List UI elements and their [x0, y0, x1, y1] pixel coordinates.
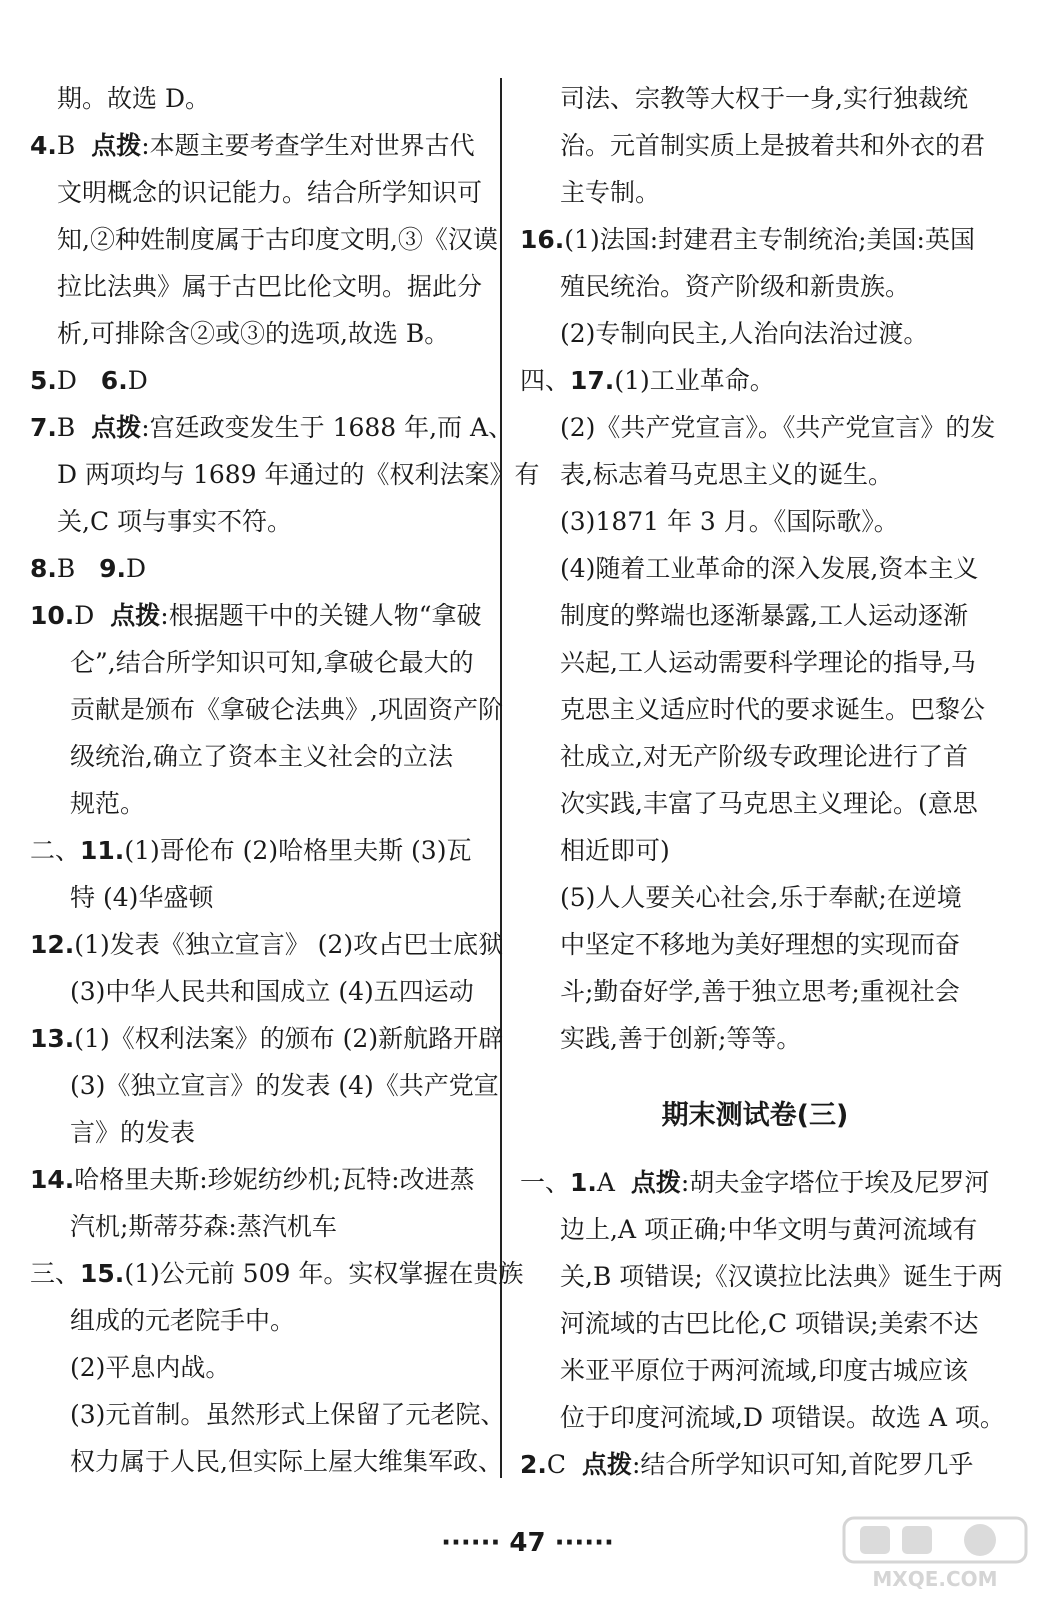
text-line: (1)《权利法案》的颁布 (2)新航路开辟 — [74, 1024, 504, 1053]
text-line: 特 (4)华盛顿 — [70, 883, 214, 912]
answer-letter: B — [56, 554, 76, 583]
text-line: 级统治,确立了资本主义社会的立法 — [70, 742, 453, 771]
text-line: 相近即可) — [560, 836, 670, 865]
text-line: (3)元首制。虽然形式上保留了元老院、 — [70, 1400, 506, 1429]
hint-keyword: 点拨 — [110, 601, 161, 630]
question-number: 5. — [30, 366, 57, 395]
answer-4 — [30, 122, 498, 357]
answer-letter: A — [596, 1168, 615, 1197]
right-column — [520, 75, 1005, 1488]
answer-11 — [30, 827, 485, 921]
text-line: 析,可排除含②或③的选项,故选 B。 — [57, 319, 450, 348]
answer-15 — [30, 1250, 524, 1485]
question-number: 9. — [99, 554, 127, 583]
text-line: 克思主义适应时代的要求诞生。巴黎公 — [560, 695, 986, 724]
answer-12 — [30, 921, 504, 1015]
question-number: 8. — [30, 554, 57, 583]
hint-keyword: 点拨 — [630, 1168, 681, 1197]
text-line: 位于印度河流域,D 项错误。故选 A 项。 — [560, 1403, 1005, 1432]
question-number: 14. — [30, 1165, 75, 1194]
text-line: 边上,A 项正确;中华文明与黄河流域有 — [560, 1215, 978, 1244]
answer-17 — [520, 357, 996, 1062]
answer-7 — [30, 404, 540, 545]
question-number: 11. — [80, 836, 125, 865]
text-line: :本题主要考查学生对世界古代 — [141, 131, 475, 160]
text-line: 殖民统治。资产阶级和新贵族。 — [560, 272, 911, 301]
text-line: 河流域的古巴比伦,C 项错误;美索不达 — [560, 1309, 979, 1338]
text-line: 组成的元老院手中。 — [70, 1306, 296, 1335]
answer-letter: D — [56, 366, 77, 395]
question-number: 6. — [100, 366, 128, 395]
answer-s1 — [520, 1159, 1005, 1441]
answer-8-9 — [30, 545, 485, 592]
text-line: 实践,善于创新;等等。 — [560, 1024, 802, 1053]
question-number: 13. — [30, 1024, 75, 1053]
answer-s2 — [520, 1441, 990, 1488]
hint-keyword: 点拨 — [91, 131, 142, 160]
question-number: 10. — [30, 601, 75, 630]
text-line: (1)哥伦布 (2)哈格里夫斯 (3)瓦 — [124, 836, 472, 865]
text-line: 规范。 — [70, 789, 146, 818]
question-number: 17. — [570, 366, 615, 395]
left-column — [30, 75, 540, 1485]
text-line: (2)专制向民主,人治向法治过渡。 — [560, 319, 929, 348]
text-line: (1)发表《独立宣言》 (2)攻占巴士底狱 — [74, 930, 504, 959]
text-line: 拉比法典》属于古巴比伦文明。据此分 — [57, 272, 483, 301]
text-line: 关,C 项与事实不符。 — [57, 507, 293, 536]
question-number: 12. — [30, 930, 75, 959]
answer-continued — [30, 75, 485, 122]
page-number: ······ 47 ······ — [441, 1528, 614, 1558]
watermark-logo-icon — [840, 1514, 1030, 1594]
text-line: (3)《独立宣言》的发表 (4)《共产党宣 — [70, 1071, 499, 1100]
text-line: (1)公元前 509 年。实权掌握在贵族 — [124, 1259, 524, 1288]
question-number: 16. — [520, 225, 565, 254]
section-prefix: 三、 — [30, 1259, 81, 1288]
text-line: (2)平息内战。 — [70, 1353, 231, 1382]
answer-letter: D — [126, 554, 147, 583]
answer-letter: B — [56, 131, 76, 160]
answer-16 — [520, 216, 990, 357]
answer-letter: B — [56, 413, 76, 442]
text-line: (3)1871 年 3 月。《国际歌》。 — [560, 507, 899, 536]
text-line: 米亚平原位于两河流域,印度古城应该 — [560, 1356, 968, 1385]
question-number: 1. — [570, 1168, 597, 1197]
answer-5-6 — [30, 357, 485, 404]
section-prefix: 一、 — [520, 1168, 571, 1197]
text-line: 知,②种姓制度属于古印度文明,③《汉谟 — [57, 225, 498, 254]
answer-letter: D — [74, 601, 95, 630]
question-number: 15. — [80, 1259, 125, 1288]
text-line: (2)《共产党宣言》。《共产党宣言》的发 — [560, 413, 996, 442]
text-line: (5)人人要关心社会,乐于奉献;在逆境 — [560, 883, 962, 912]
text-line: 权力属于人民,但实际上屋大维集军政、 — [70, 1447, 503, 1476]
text-line: 社成立,对无产阶级专政理论进行了首 — [560, 742, 968, 771]
answer-14 — [30, 1156, 485, 1250]
text-line: :结合所学知识可知,首陀罗几乎 — [631, 1450, 974, 1479]
answer-letter: D — [127, 366, 148, 395]
section-title: 期末测试卷(三) — [661, 1100, 849, 1131]
text-line: (4)随着工业革命的深入发展,资本主义 — [560, 554, 979, 583]
text-line: 中坚定不移地为美好理想的实现而奋 — [560, 930, 961, 959]
text-line: 文明概念的识记能力。结合所学知识可 — [57, 178, 483, 207]
hint-keyword: 点拨 — [581, 1450, 632, 1479]
text-line: D 两项均与 1689 年通过的《权利法案》有 — [57, 460, 540, 489]
text-line: 期。故选 D。 — [57, 84, 210, 113]
text-line: 贡献是颁布《拿破仑法典》,巩固资产阶 — [70, 695, 503, 724]
text-line: :胡夫金字塔位于埃及尼罗河 — [680, 1168, 990, 1197]
question-number: 4. — [30, 131, 57, 160]
answer-13 — [30, 1015, 504, 1156]
text-line: :根据题干中的关键人物“拿破 — [160, 601, 482, 630]
text-line: 言》的发表 — [70, 1118, 196, 1147]
text-line: 表,标志着马克思主义的诞生。 — [560, 460, 893, 489]
question-number: 7. — [30, 413, 57, 442]
text-line: 治。元首制实质上是披着共和外衣的君 — [560, 131, 986, 160]
watermark-text: MXQE.COM — [872, 1567, 998, 1591]
text-line: (1)法国:封建君主专制统治;美国:英国 — [564, 225, 975, 254]
hint-keyword: 点拨 — [91, 413, 142, 442]
text-line: 制度的弊端也逐渐暴露,工人运动逐渐 — [560, 601, 968, 630]
text-line: 关,B 项错误;《汉谟拉比法典》诞生于两 — [560, 1262, 1003, 1291]
section-prefix: 二、 — [30, 836, 81, 865]
section-prefix: 四、 — [520, 366, 571, 395]
answer-letter: C — [546, 1450, 567, 1479]
text-line: (1)工业革命。 — [614, 366, 775, 395]
text-line: 次实践,丰富了马克思主义理论。(意思 — [560, 789, 978, 818]
text-line: 主专制。 — [560, 178, 661, 207]
text-line: 兴起,工人运动需要科学理论的指导,马 — [560, 648, 976, 677]
answer-15-continued — [520, 75, 990, 216]
text-line: :宫廷政变发生于 1688 年,而 A、 — [141, 413, 514, 442]
text-line: 仑”,结合所学知识可知,拿破仑最大的 — [70, 648, 474, 677]
text-line: 哈格里夫斯:珍妮纺纱机;瓦特:改进蒸 — [74, 1165, 475, 1194]
text-line: 司法、宗教等大权于一身,实行独裁统 — [560, 84, 968, 113]
text-line: (3)中华人民共和国成立 (4)五四运动 — [70, 977, 474, 1006]
answer-10 — [30, 592, 503, 827]
text-line: 汽机;斯蒂芬森:蒸汽机车 — [70, 1212, 337, 1241]
question-number: 2. — [520, 1450, 547, 1479]
text-line: 斗;勤奋好学,善于独立思考;重视社会 — [560, 977, 960, 1006]
